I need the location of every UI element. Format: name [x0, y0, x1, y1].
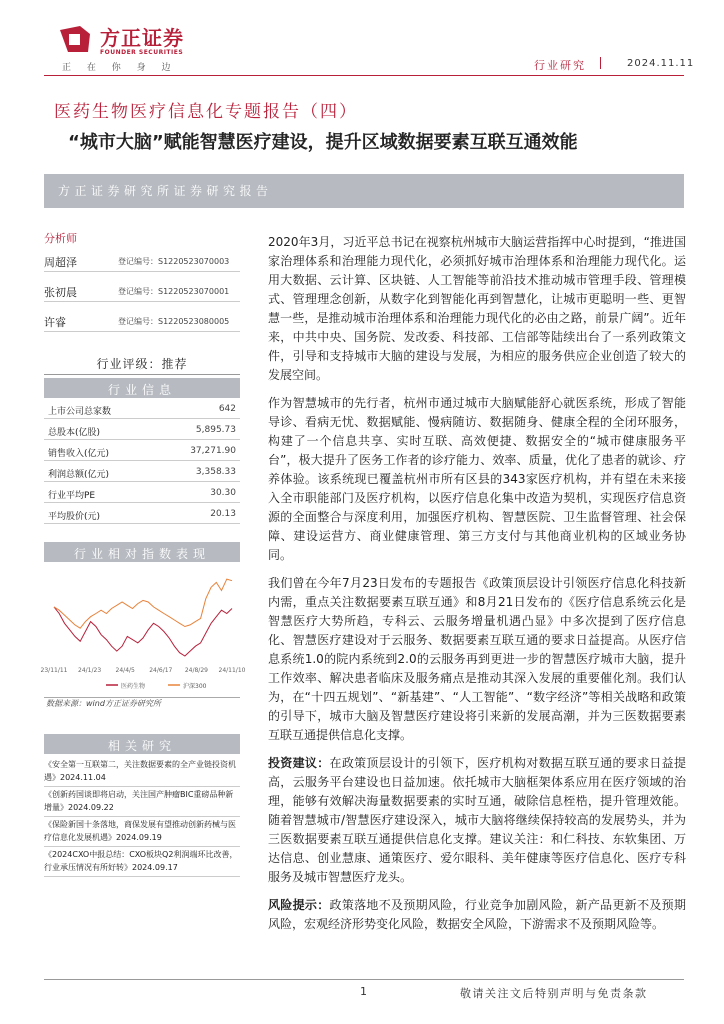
x-tick-label: 24/4/5: [115, 667, 135, 674]
stat-row: [44, 461, 240, 482]
stat-row: [44, 503, 240, 524]
analyst-reg: 登记编号：S1220523080005: [118, 317, 230, 326]
founder-logo-icon: [58, 24, 92, 54]
analyst-name: 许睿: [44, 316, 66, 329]
logo-english: FOUNDER SECURITIES: [100, 49, 184, 56]
x-tick-label: 24/11/10: [218, 667, 246, 674]
stat-row: [44, 419, 240, 440]
page-number: 1: [360, 985, 367, 998]
stat-value: 3,358.33: [195, 467, 236, 477]
analyst-heading: 分析师: [44, 232, 77, 245]
data-source-note: 数据来源：wind方正证券研究所: [46, 699, 161, 708]
report-title: 医药生物医疗信息化专题报告（四）: [54, 102, 358, 122]
related-research-item[interactable]: 《安全第一互联第二，关注数据要素的全产业链投资机遇》2024.11.04: [44, 758, 240, 787]
analyst-reg: 登记编号：S1220523070003: [118, 257, 230, 266]
research-banner: [44, 174, 684, 208]
industry-rating: 行业评级：推荐: [44, 355, 240, 375]
logo-text: 方正证券: [100, 26, 184, 50]
stat-label: 行业平均PE: [48, 491, 96, 501]
body-paragraph: 2020年3月，习近平总书记在视察杭州城市大脑运营指挥中心时提到，“推进国家治理体系和治理能力现代化，必须抓好城市治理体系和治理能力现代化。运用大数据、云计算、区块链、人工智能等前沿技术推动城市管理手段、管理模式、管理理念创新，从数字化到智能化再到智慧化，让城市更聪明一些、更智慧一些，是推动城市治理体系和治理能力现代化的必由之路，前景广阔”。近年来，中共中央、国务院、发改委、科技部、工信部等陆续出台了一系列政策文件，引导和支持城市大脑的建设与发展，为相应的服务供应企业创造了较大的发展空间。: [268, 235, 686, 382]
page-header: [44, 22, 695, 78]
related-research-item[interactable]: 《创新药国谈即将启动，关注国产肿瘤BIC重磅品种新增量》2024.09.22: [44, 788, 240, 817]
series-line: [54, 607, 232, 656]
analyst-row: [44, 248, 240, 272]
stat-label: 上市公司总家数: [48, 407, 112, 417]
chart-svg: [40, 558, 246, 698]
stat-label: 利润总额(亿元): [48, 470, 110, 480]
analyst-name: 周超泽: [44, 256, 77, 269]
analyst-name: 张初晨: [44, 286, 77, 299]
investment-advice-paragraph: [268, 754, 686, 887]
body-paragraph: 我们曾在今年7月23日发布的专题报告《政策顶层设计引领医疗信息化科技新内需，重点关注数据要素互联互通》和8月21日发布的《医疗信息系统云化是智慧医疗大势所趋，专科云、云服务增量机遇凸显》中多次提到了医疗信息化、智慧医疗建设对于云服务、数据要素互联互通的要求日益提高。从医疗信息系统1.0的院内系统到2.0的云服务再到更进一步的智慧医疗城市大脑，提升工作效率、解决患者临床及服务痛点是推动其深入发展的重要催化剂。我们认为，在“十四五规划”、“新基建”、“人工智能”、“数字经济”等相关战略和政策的引导下，城市大脑及智慧医疗建设将引来新的发展高潮，并为三医数据要素互联互通提供信息化支撑。: [268, 576, 686, 742]
chart-heading: 行业相对指数表现: [44, 542, 240, 562]
risk-paragraph: [268, 896, 686, 934]
stat-value: 5,895.73: [195, 425, 236, 435]
legend-label: 沪深300: [183, 683, 207, 690]
report-date: 2024.11.11: [627, 58, 695, 69]
footer-rule: [44, 979, 684, 980]
stat-row: [44, 440, 240, 461]
analyst-reg: 登记编号：S1220523070001: [118, 287, 230, 296]
legend-label: 医药生物: [121, 683, 146, 690]
relative-index-chart: [40, 558, 246, 698]
report-body: [268, 233, 686, 943]
stat-value: 642: [218, 404, 236, 414]
x-tick-label: 24/6/17: [149, 667, 173, 674]
industry-info-heading: 行业信息: [44, 378, 240, 398]
main-title: “城市大脑”赋能智慧医疗建设，提升区域数据要素互联互通效能: [68, 132, 578, 153]
analyst-row: [44, 308, 240, 332]
analyst-row: [44, 278, 240, 302]
body-paragraph: 作为智慧城市的先行者，杭州市通过城市大脑赋能舒心就医系统，形成了智能导诊、看病无忧、数据赋能、慢病随访、数据随身、健康全程的全闭环服务，构建了一个信息共享、实时互联、高效便捷、数据安全的“城市健康服务平台”，极大提升了医务工作者的诊疗能力、效率、质量，优化了患者的就诊、疗养体验。该系统现已覆盖杭州市所有区县的343家医疗机构，并有望在未来接入全市职能部门及医疗机构，以医疗信息化集中改造为契机，实现医疗信息资源的全面整合与深度利用，加强医疗机构、智慧医院、卫生监督管理、社会保障、建设运营方、商业健康管理、第三方支付与其他商业机构的区域业务协同。: [268, 396, 686, 562]
banner-text: 方正证券研究所证券研究报告: [58, 184, 273, 198]
investment-advice-label: 投资建议：: [268, 756, 330, 770]
risk-label: 风险提示：: [268, 898, 330, 912]
x-tick-label: 24/1/23: [78, 667, 102, 674]
related-research-item[interactable]: 《2024CXO中报总结：CXO板块Q2利润端环比改善，行业承压情况有所好转》2024.09.17: [44, 848, 240, 877]
investment-advice-text: 在政策顶层设计的引领下，医疗机构对数据互联互通的要求日益提高，云服务平台建设也日益加速。依托城市大脑框架体系应用在医疗领域的治理，能够有效解决海量数据要素的实时互通，破除信息桎梏，提升管理效能。随着智慧城市/智慧医疗建设深入，城市大脑将继续保持较高的发展势头，并为三医数据要素互联互通提供信息化支撑。建议关注：和仁科技、东软集团、万达信息、创业慧康、通策医疗、爱尔眼科、美年健康等医疗信息化、医疗专科服务及城市智慧医疗龙头。: [268, 756, 686, 884]
stat-row: [44, 398, 240, 419]
stat-value: 20.13: [210, 509, 236, 519]
stat-row: [44, 482, 240, 503]
stat-value: 30.30: [210, 488, 236, 498]
header-divider: [600, 57, 601, 69]
stat-value: 37,271.90: [190, 446, 236, 456]
x-tick-label: 23/11/11: [40, 667, 68, 674]
stat-label: 平均股价(元): [48, 512, 101, 522]
x-tick-label: 24/8/29: [184, 667, 208, 674]
report-category: 行业研究: [534, 59, 586, 72]
slogan: 正 在 你 身 边: [62, 63, 173, 73]
disclaimer-link[interactable]: 敬请关注文后特别声明与免责条款: [460, 987, 648, 1000]
related-research-item[interactable]: 《保险新国十条落地，商保发展有望推动创新药械与医疗信息化发展机遇》2024.09.19: [44, 818, 240, 847]
stat-label: 销售收入(亿元): [48, 449, 110, 459]
risk-text: 政策落地不及预期风险，行业竞争加剧风险，新产品更新不及预期风险，宏观经济形势变化风险，数据安全风险，下游需求不及预期风险等。: [268, 898, 686, 931]
header-rule: [44, 75, 684, 76]
stat-label: 总股本(亿股): [48, 428, 101, 438]
series-line: [54, 579, 232, 628]
related-research-heading: 相关研究: [44, 734, 240, 754]
